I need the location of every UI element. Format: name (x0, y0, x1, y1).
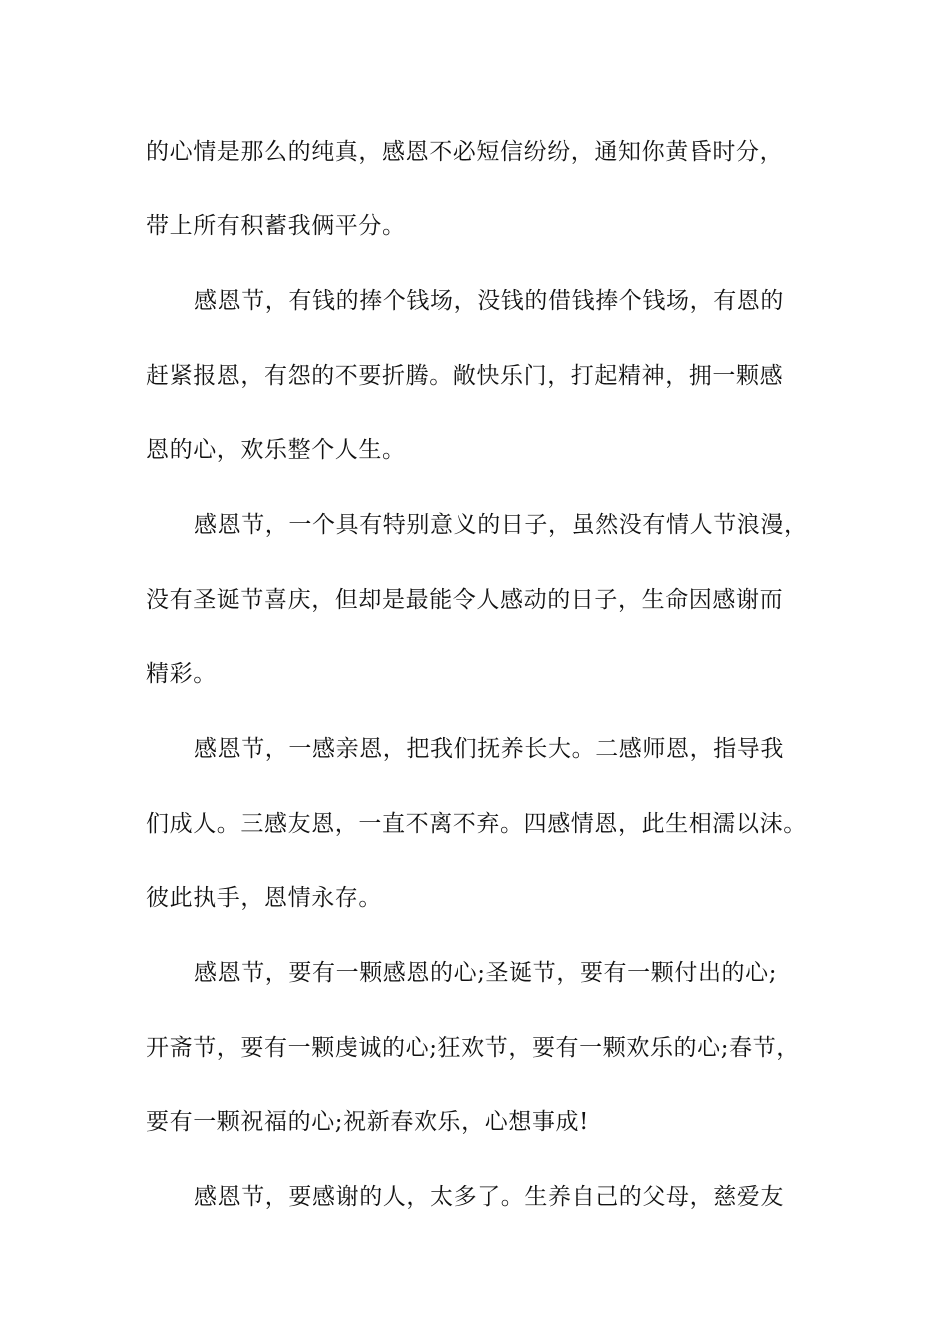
paragraph-start: 感恩节，有钱的捧个钱场，没钱的借钱捧个钱场，有恩的 (194, 288, 784, 314)
text-line: 没有圣诞节喜庆，但却是最能令人感动的日子，生命因感谢而 (146, 587, 784, 613)
text-line: 们成人。三感友恩，一直不离不弃。四感情恩，此生相濡以沫。 (146, 811, 807, 837)
text-line: 的心情是那么的纯真，感恩不必短信纷纷，通知你黄昏时分， (146, 139, 784, 165)
text-line: 彼此执手，恩情永存。 (146, 885, 382, 911)
text-line: 赶紧报恩，有怨的不要折腾。敞快乐门，打起精神，拥一颗感 (146, 363, 784, 389)
text-line: 带上所有积蓄我俩平分。 (146, 213, 406, 239)
paragraph-start: 感恩节，要感谢的人，太多了。生养自己的父母，慈爱友 (194, 1184, 784, 1210)
text-line: 恩的心，欢乐整个人生。 (146, 437, 406, 463)
paragraph-start: 感恩节，一个具有特别意义的日子，虽然没有情人节浪漫， (194, 512, 808, 538)
text-line: 精彩。 (146, 661, 217, 687)
paragraph-start: 感恩节，一感亲恩，把我们抚养长大。二感师恩，指导我 (194, 736, 784, 762)
paragraph-start: 感恩节，要有一颗感恩的心;圣诞节，要有一颗付出的心; (194, 960, 778, 986)
text-line: 开斋节，要有一颗虔诚的心;狂欢节，要有一颗欢乐的心;春节， (146, 1035, 800, 1061)
text-line: 要有一颗祝福的心;祝新春欢乐，心想事成! (146, 1109, 589, 1135)
